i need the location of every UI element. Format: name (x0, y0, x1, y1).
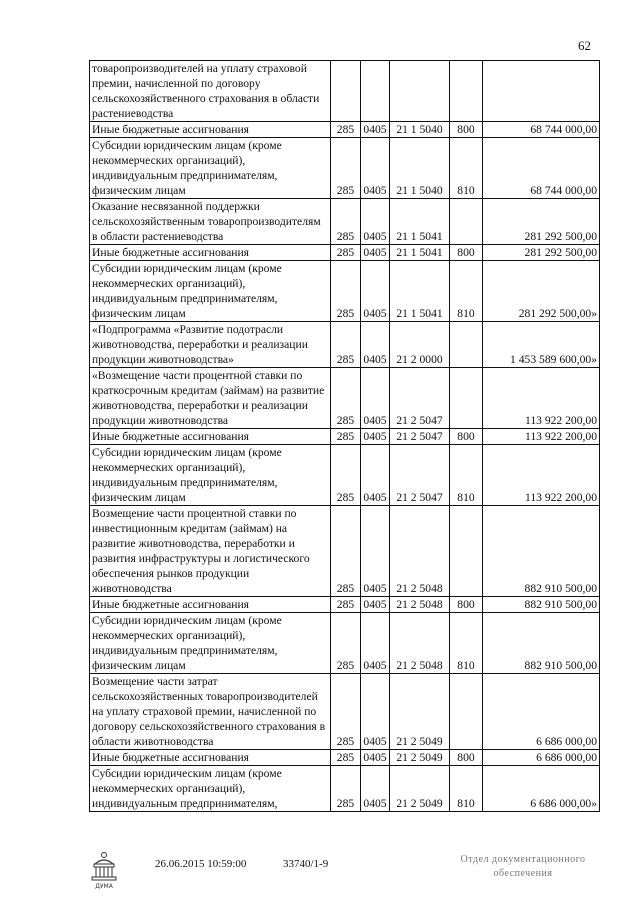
page-number: 62 (578, 38, 591, 53)
cell-expense-type (450, 61, 483, 122)
cell-ministry-code (331, 61, 361, 122)
office-stamp (438, 853, 608, 881)
cell-target-code: 21 2 5047 (390, 445, 450, 506)
table-row (90, 245, 600, 261)
cell-expense-type (450, 199, 483, 245)
cell-section-code: 0405 (361, 122, 390, 138)
cell-expense-type: 800 (450, 245, 483, 261)
cell-name: Иные бюджетные ассигнования (90, 750, 331, 766)
cell-amount: 281 292 500,00 (483, 199, 600, 245)
cell-target-code: 21 2 5048 (390, 597, 450, 613)
cell-name: Субсидии юридическим лицам (кроме некоммерческих организаций), индивидуальным предпринимателям, физическим лицам (90, 261, 331, 322)
table-row (90, 122, 600, 138)
cell-name: Субсидии юридическим лицам (кроме некоммерческих организаций), индивидуальным предпринимателям, физическим лицам (90, 138, 331, 199)
cell-ministry-code: 285 (331, 245, 361, 261)
table-row (90, 322, 600, 368)
cell-target-code: 21 1 5041 (390, 261, 450, 322)
cell-target-code: 21 2 5049 (390, 750, 450, 766)
table-row (90, 199, 600, 245)
cell-expense-type: 800 (450, 122, 483, 138)
table-row (90, 613, 600, 674)
cell-ministry-code: 285 (331, 122, 361, 138)
cell-ministry-code: 285 (331, 613, 361, 674)
cell-name: Иные бюджетные ассигнования (90, 122, 331, 138)
cell-section-code: 0405 (361, 445, 390, 506)
cell-target-code: 21 1 5040 (390, 122, 450, 138)
cell-name: Оказание несвязанной поддержки сельскохозяйственным товаропроизводителям в области растениеводства (90, 199, 331, 245)
cell-amount: 6 686 000,00 (483, 674, 600, 750)
office-stamp-line1: Отдел документационного (460, 854, 586, 865)
cell-ministry-code: 285 (331, 506, 361, 597)
table-row (90, 61, 600, 122)
cell-target-code: 21 2 5049 (390, 766, 450, 812)
table-row (90, 674, 600, 750)
cell-ministry-code: 285 (331, 597, 361, 613)
cell-name: Возмещение части затрат сельскохозяйственных товаропроизводителей на уплату страховой премии, начисленной по договору сельскохозяйственного страхования в области животноводства (90, 674, 331, 750)
cell-name: «Подпрограмма «Развитие подотрасли животноводства, переработки и реализации продукции животноводства» (90, 322, 331, 368)
cell-amount (483, 61, 600, 122)
cell-section-code: 0405 (361, 138, 390, 199)
cell-ministry-code: 285 (331, 199, 361, 245)
cell-amount: 68 744 000,00 (483, 138, 600, 199)
cell-section-code: 0405 (361, 674, 390, 750)
svg-text:ДУМА: ДУМА (95, 883, 113, 890)
cell-section-code: 0405 (361, 506, 390, 597)
cell-target-code: 21 2 5047 (390, 429, 450, 445)
cell-amount: 113 922 200,00 (483, 445, 600, 506)
cell-target-code (390, 61, 450, 122)
cell-amount: 882 910 500,00 (483, 597, 600, 613)
cell-name: Иные бюджетные ассигнования (90, 245, 331, 261)
cell-amount: 882 910 500,00 (483, 506, 600, 597)
cell-ministry-code: 285 (331, 674, 361, 750)
cell-target-code: 21 2 5047 (390, 368, 450, 429)
table-row (90, 766, 600, 812)
cell-target-code: 21 1 5041 (390, 199, 450, 245)
cell-name: Субсидии юридическим лицам (кроме некоммерческих организаций), индивидуальным предпринимателям, физическим лицам (90, 445, 331, 506)
cell-target-code: 21 2 5049 (390, 674, 450, 750)
cell-amount: 882 910 500,00 (483, 613, 600, 674)
table-row (90, 750, 600, 766)
cell-expense-type (450, 674, 483, 750)
cell-name: товаропроизводителей на уплату страховой премии, начисленной по договору сельскохозяйственного страхования в области растениеводства (90, 61, 331, 122)
cell-amount: 6 686 000,00 (483, 750, 600, 766)
cell-section-code (361, 61, 390, 122)
cell-amount: 113 922 200,00 (483, 368, 600, 429)
cell-section-code: 0405 (361, 368, 390, 429)
footer-doc-number: 33740/1-9 (283, 858, 329, 870)
duma-emblem-icon (84, 850, 124, 890)
cell-amount: 281 292 500,00 (483, 245, 600, 261)
cell-name: Субсидии юридическим лицам (кроме некоммерческих организаций), индивидуальным предпринимателям, физическим лицам (90, 613, 331, 674)
cell-name: «Возмещение части процентной ставки по краткосрочным кредитам (займам) на развитие животноводства, переработки и реализации продукции животноводства (90, 368, 331, 429)
cell-target-code: 21 2 5048 (390, 613, 450, 674)
cell-section-code: 0405 (361, 322, 390, 368)
cell-expense-type: 810 (450, 261, 483, 322)
table-row (90, 445, 600, 506)
table-row (90, 597, 600, 613)
cell-ministry-code: 285 (331, 750, 361, 766)
cell-target-code: 21 1 5040 (390, 138, 450, 199)
cell-amount: 1 453 589 600,00» (483, 322, 600, 368)
cell-amount: 113 922 200,00 (483, 429, 600, 445)
cell-ministry-code: 285 (331, 322, 361, 368)
budget-table (89, 60, 600, 812)
cell-section-code: 0405 (361, 613, 390, 674)
cell-section-code: 0405 (361, 261, 390, 322)
cell-section-code: 0405 (361, 766, 390, 812)
cell-expense-type (450, 368, 483, 429)
cell-section-code: 0405 (361, 199, 390, 245)
cell-expense-type: 810 (450, 138, 483, 199)
cell-name: Иные бюджетные ассигнования (90, 597, 331, 613)
footer-date: 26.06.2015 10:59:00 (155, 858, 247, 870)
cell-ministry-code: 285 (331, 445, 361, 506)
cell-ministry-code: 285 (331, 261, 361, 322)
cell-expense-type: 810 (450, 613, 483, 674)
cell-target-code: 21 2 5048 (390, 506, 450, 597)
cell-expense-type (450, 322, 483, 368)
cell-target-code: 21 1 5041 (390, 245, 450, 261)
cell-ministry-code: 285 (331, 766, 361, 812)
cell-amount: 68 744 000,00 (483, 122, 600, 138)
cell-expense-type: 800 (450, 750, 483, 766)
table-row (90, 368, 600, 429)
table-row (90, 506, 600, 597)
cell-expense-type: 810 (450, 766, 483, 812)
cell-expense-type (450, 506, 483, 597)
cell-expense-type: 800 (450, 429, 483, 445)
cell-name: Субсидии юридическим лицам (кроме некоммерческих организаций), индивидуальным предпринимателям, (90, 766, 331, 812)
cell-amount: 6 686 000,00» (483, 766, 600, 812)
table-row (90, 138, 600, 199)
table-row (90, 261, 600, 322)
cell-ministry-code: 285 (331, 368, 361, 429)
cell-section-code: 0405 (361, 750, 390, 766)
cell-expense-type: 800 (450, 597, 483, 613)
cell-ministry-code: 285 (331, 429, 361, 445)
table-row (90, 429, 600, 445)
cell-name: Иные бюджетные ассигнования (90, 429, 331, 445)
cell-section-code: 0405 (361, 597, 390, 613)
cell-target-code: 21 2 0000 (390, 322, 450, 368)
cell-section-code: 0405 (361, 245, 390, 261)
cell-section-code: 0405 (361, 429, 390, 445)
cell-expense-type: 810 (450, 445, 483, 506)
office-stamp-line2: обеспечения (493, 868, 553, 879)
cell-name: Возмещение части процентной ставки по инвестиционным кредитам (займам) на развитие животноводства, переработки и развития инфраструктуры и логистического обеспечения рынков продукции животноводства (90, 506, 331, 597)
cell-ministry-code: 285 (331, 138, 361, 199)
cell-amount: 281 292 500,00» (483, 261, 600, 322)
